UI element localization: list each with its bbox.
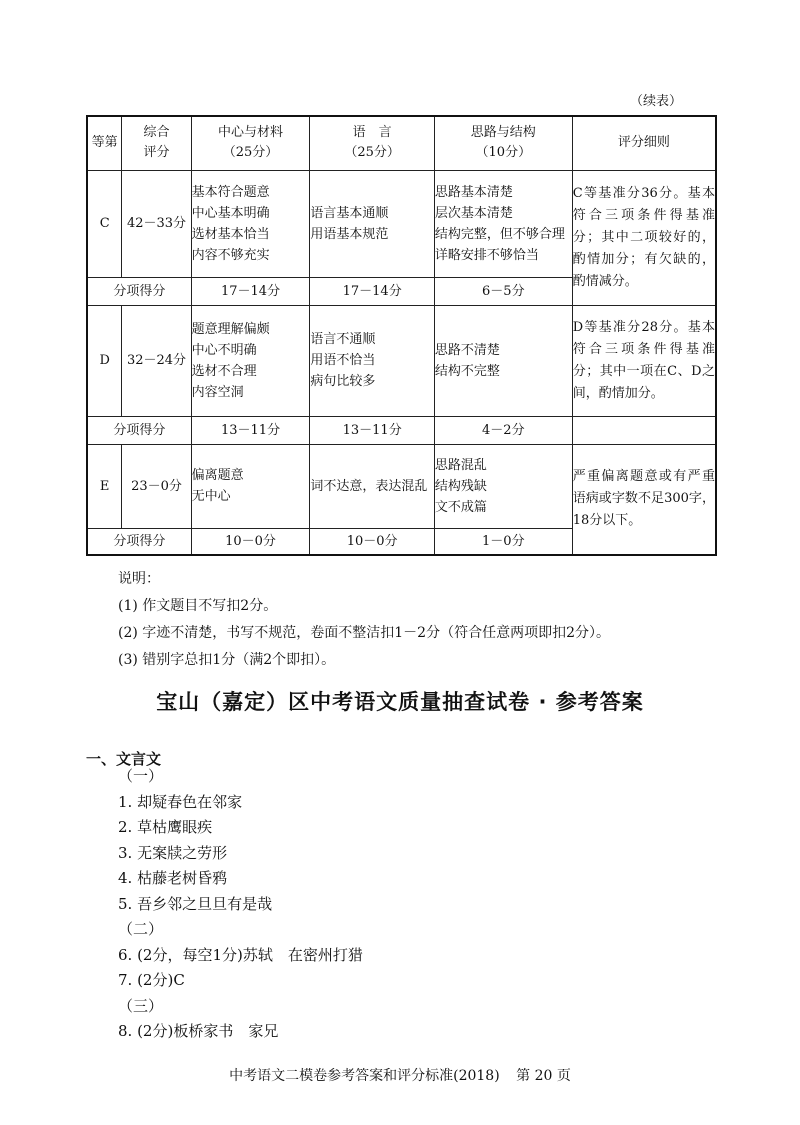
grade-e-language <box>310 444 435 528</box>
page-number: 第 20 页 <box>516 1068 571 1084</box>
grade-d-language-line: 病句比较多 <box>310 374 376 389</box>
answer-line: 8. (2分)板桥家书 家兄 <box>118 1022 279 1040</box>
grade-d-sub-rules-empty <box>572 416 716 444</box>
table-row-grade-e <box>87 444 716 528</box>
grade-d-center-line: 选材不合理 <box>191 363 257 379</box>
grade-e-label: E <box>87 444 122 528</box>
page-footer <box>0 1065 800 1085</box>
grade-e-structure-line: 文不成篇 <box>434 499 487 515</box>
header-total-line2: 评分 <box>143 145 170 161</box>
footer-text: 中考语文二模卷参考答案和评分标准(2018) <box>229 1068 500 1084</box>
grade-d-total: 32－24分 <box>122 305 191 416</box>
grade-c-language <box>310 170 435 277</box>
answer-line: （二） <box>118 920 164 938</box>
answer-line: 2. 草枯鹰眼疾 <box>118 818 213 836</box>
answer-list <box>118 764 363 1045</box>
header-rules: 评分细则 <box>572 116 716 170</box>
answer-line: 4. 枯藤老树昏鸦 <box>118 869 228 887</box>
header-structure-line2: （10分） <box>475 145 532 161</box>
grade-c-structure-line: 层次基本清楚 <box>434 205 513 221</box>
grade-e-center-line: 偏离题意 <box>191 468 244 483</box>
header-language-line2: （25分） <box>344 145 400 161</box>
answer-line: 3. 无案牍之劳形 <box>118 843 228 862</box>
table-row-grade-d <box>87 305 716 416</box>
grade-d-structure-line: 结构不完整 <box>434 363 500 379</box>
page-title: 宝山（嘉定）区中考语文质量抽查试卷 · 参考答案 <box>156 690 644 714</box>
grade-c-rules: C等基准分36分。基本符合三项条件得基准分；其中二项较好的，酌情加分；有欠缺的，酌情减分。 <box>572 170 716 305</box>
grade-c-structure-line: 思路基本清楚 <box>434 184 513 200</box>
header-center-line2: （25分） <box>222 145 279 161</box>
grade-d-rules: D等基准分28分。基本符合三项条件得基准分；其中一项在C、D之间，酌情加分。 <box>572 305 716 416</box>
grade-c-center-line: 内容不够充实 <box>191 247 270 263</box>
grade-d-center-line: 中心不明确 <box>191 342 257 358</box>
grade-c-label: C <box>87 170 122 277</box>
grade-d-language-line: 语言不通顺 <box>310 332 376 347</box>
note-item: (1) 作文题目不写扣2分。 <box>118 598 278 614</box>
grade-c-language-line: 语言基本通顺 <box>310 205 389 221</box>
grade-d-center-line: 内容空洞 <box>191 384 244 400</box>
header-language-line1: 语 言 <box>352 125 392 141</box>
grade-e-rules: 严重偏离题意或有严重语病或字数不足300字，18分以下。 <box>572 444 716 555</box>
grade-e-structure-line: 思路混乱 <box>434 457 487 473</box>
note-item: (2) 字迹不清楚，书写不规范，卷面不整洁扣1－2分（符合任意两项即扣2分）。 <box>118 625 611 641</box>
grade-d-center <box>191 305 310 416</box>
answer-line: （一） <box>118 767 164 785</box>
continued-label: （续表） <box>630 94 683 109</box>
table-row-grade-d-subscores <box>87 416 716 444</box>
grade-d-label: D <box>87 305 122 416</box>
header-structure <box>434 116 572 170</box>
note-item: (3) 错别字总扣1分（满2个即扣）。 <box>118 652 336 668</box>
table-header-row <box>87 116 716 170</box>
header-center-line1: 中心与材料 <box>218 125 284 141</box>
header-total-line1: 综合 <box>143 125 170 141</box>
answer-line: 6. (2分，每空1分)苏轼 在密州打猎 <box>118 945 363 964</box>
notes-heading: 说明： <box>118 571 160 587</box>
grade-d-language <box>310 305 435 416</box>
grade-c-center-line: 中心基本明确 <box>191 205 270 221</box>
grade-d-sub-language: 13－11分 <box>310 416 435 444</box>
grade-e-total: 23－0分 <box>122 444 191 528</box>
grade-c-structure-line: 详略安排不够恰当 <box>434 247 539 263</box>
grade-c-sub-structure: 6－5分 <box>434 277 572 305</box>
grade-c-center-line: 基本符合题意 <box>191 184 270 200</box>
grade-d-structure <box>434 305 572 416</box>
grade-d-structure-line: 思路不清楚 <box>434 342 500 358</box>
section-heading: 一、文言文 <box>86 750 162 768</box>
grade-d-sub-center: 13－11分 <box>191 416 310 444</box>
answer-line: 7. (2分)C <box>118 971 185 989</box>
grade-d-sub-label: 分项得分 <box>87 416 191 444</box>
grade-c-center <box>191 170 310 277</box>
grade-c-sub-label: 分项得分 <box>87 277 191 305</box>
grade-e-sub-language: 10－0分 <box>310 528 435 555</box>
grade-c-total: 42－33分 <box>122 170 191 277</box>
grade-c-sub-language: 17－14分 <box>310 277 435 305</box>
grade-e-center <box>191 444 310 528</box>
grade-e-structure-line: 结构残缺 <box>434 478 487 494</box>
header-structure-line1: 思路与结构 <box>470 125 536 141</box>
answer-line: 1. 却疑春色在邻家 <box>118 792 243 811</box>
grade-d-center-line: 题意理解偏颇 <box>191 321 270 337</box>
grade-d-language-line: 用语不恰当 <box>310 353 376 368</box>
answer-line: （三） <box>118 996 164 1015</box>
grading-table <box>86 115 717 556</box>
header-center <box>191 116 310 170</box>
table-row-grade-c <box>87 170 716 277</box>
grade-c-language-line: 用语基本规范 <box>310 226 389 242</box>
grade-e-sub-center: 10－0分 <box>191 528 310 555</box>
answer-line: 5. 吾乡邻之旦旦有是哉 <box>118 894 273 913</box>
grade-e-sub-structure: 1－0分 <box>434 528 572 555</box>
notes-block <box>118 566 610 674</box>
grade-e-sub-label: 分项得分 <box>87 528 191 555</box>
grade-c-structure <box>434 170 572 277</box>
grade-c-sub-center: 17－14分 <box>191 277 310 305</box>
grade-c-center-line: 选材基本恰当 <box>191 226 270 242</box>
header-grade: 等第 <box>87 116 122 170</box>
grade-c-structure-line: 结构完整，但不够合理 <box>434 226 565 242</box>
header-total <box>122 116 191 170</box>
header-language <box>310 116 435 170</box>
grade-d-sub-structure: 4－2分 <box>434 416 572 444</box>
grade-e-center-line: 无中心 <box>191 489 231 504</box>
grade-e-structure <box>434 444 572 528</box>
grade-e-language-line: 词不达意，表达混乱 <box>310 478 428 494</box>
